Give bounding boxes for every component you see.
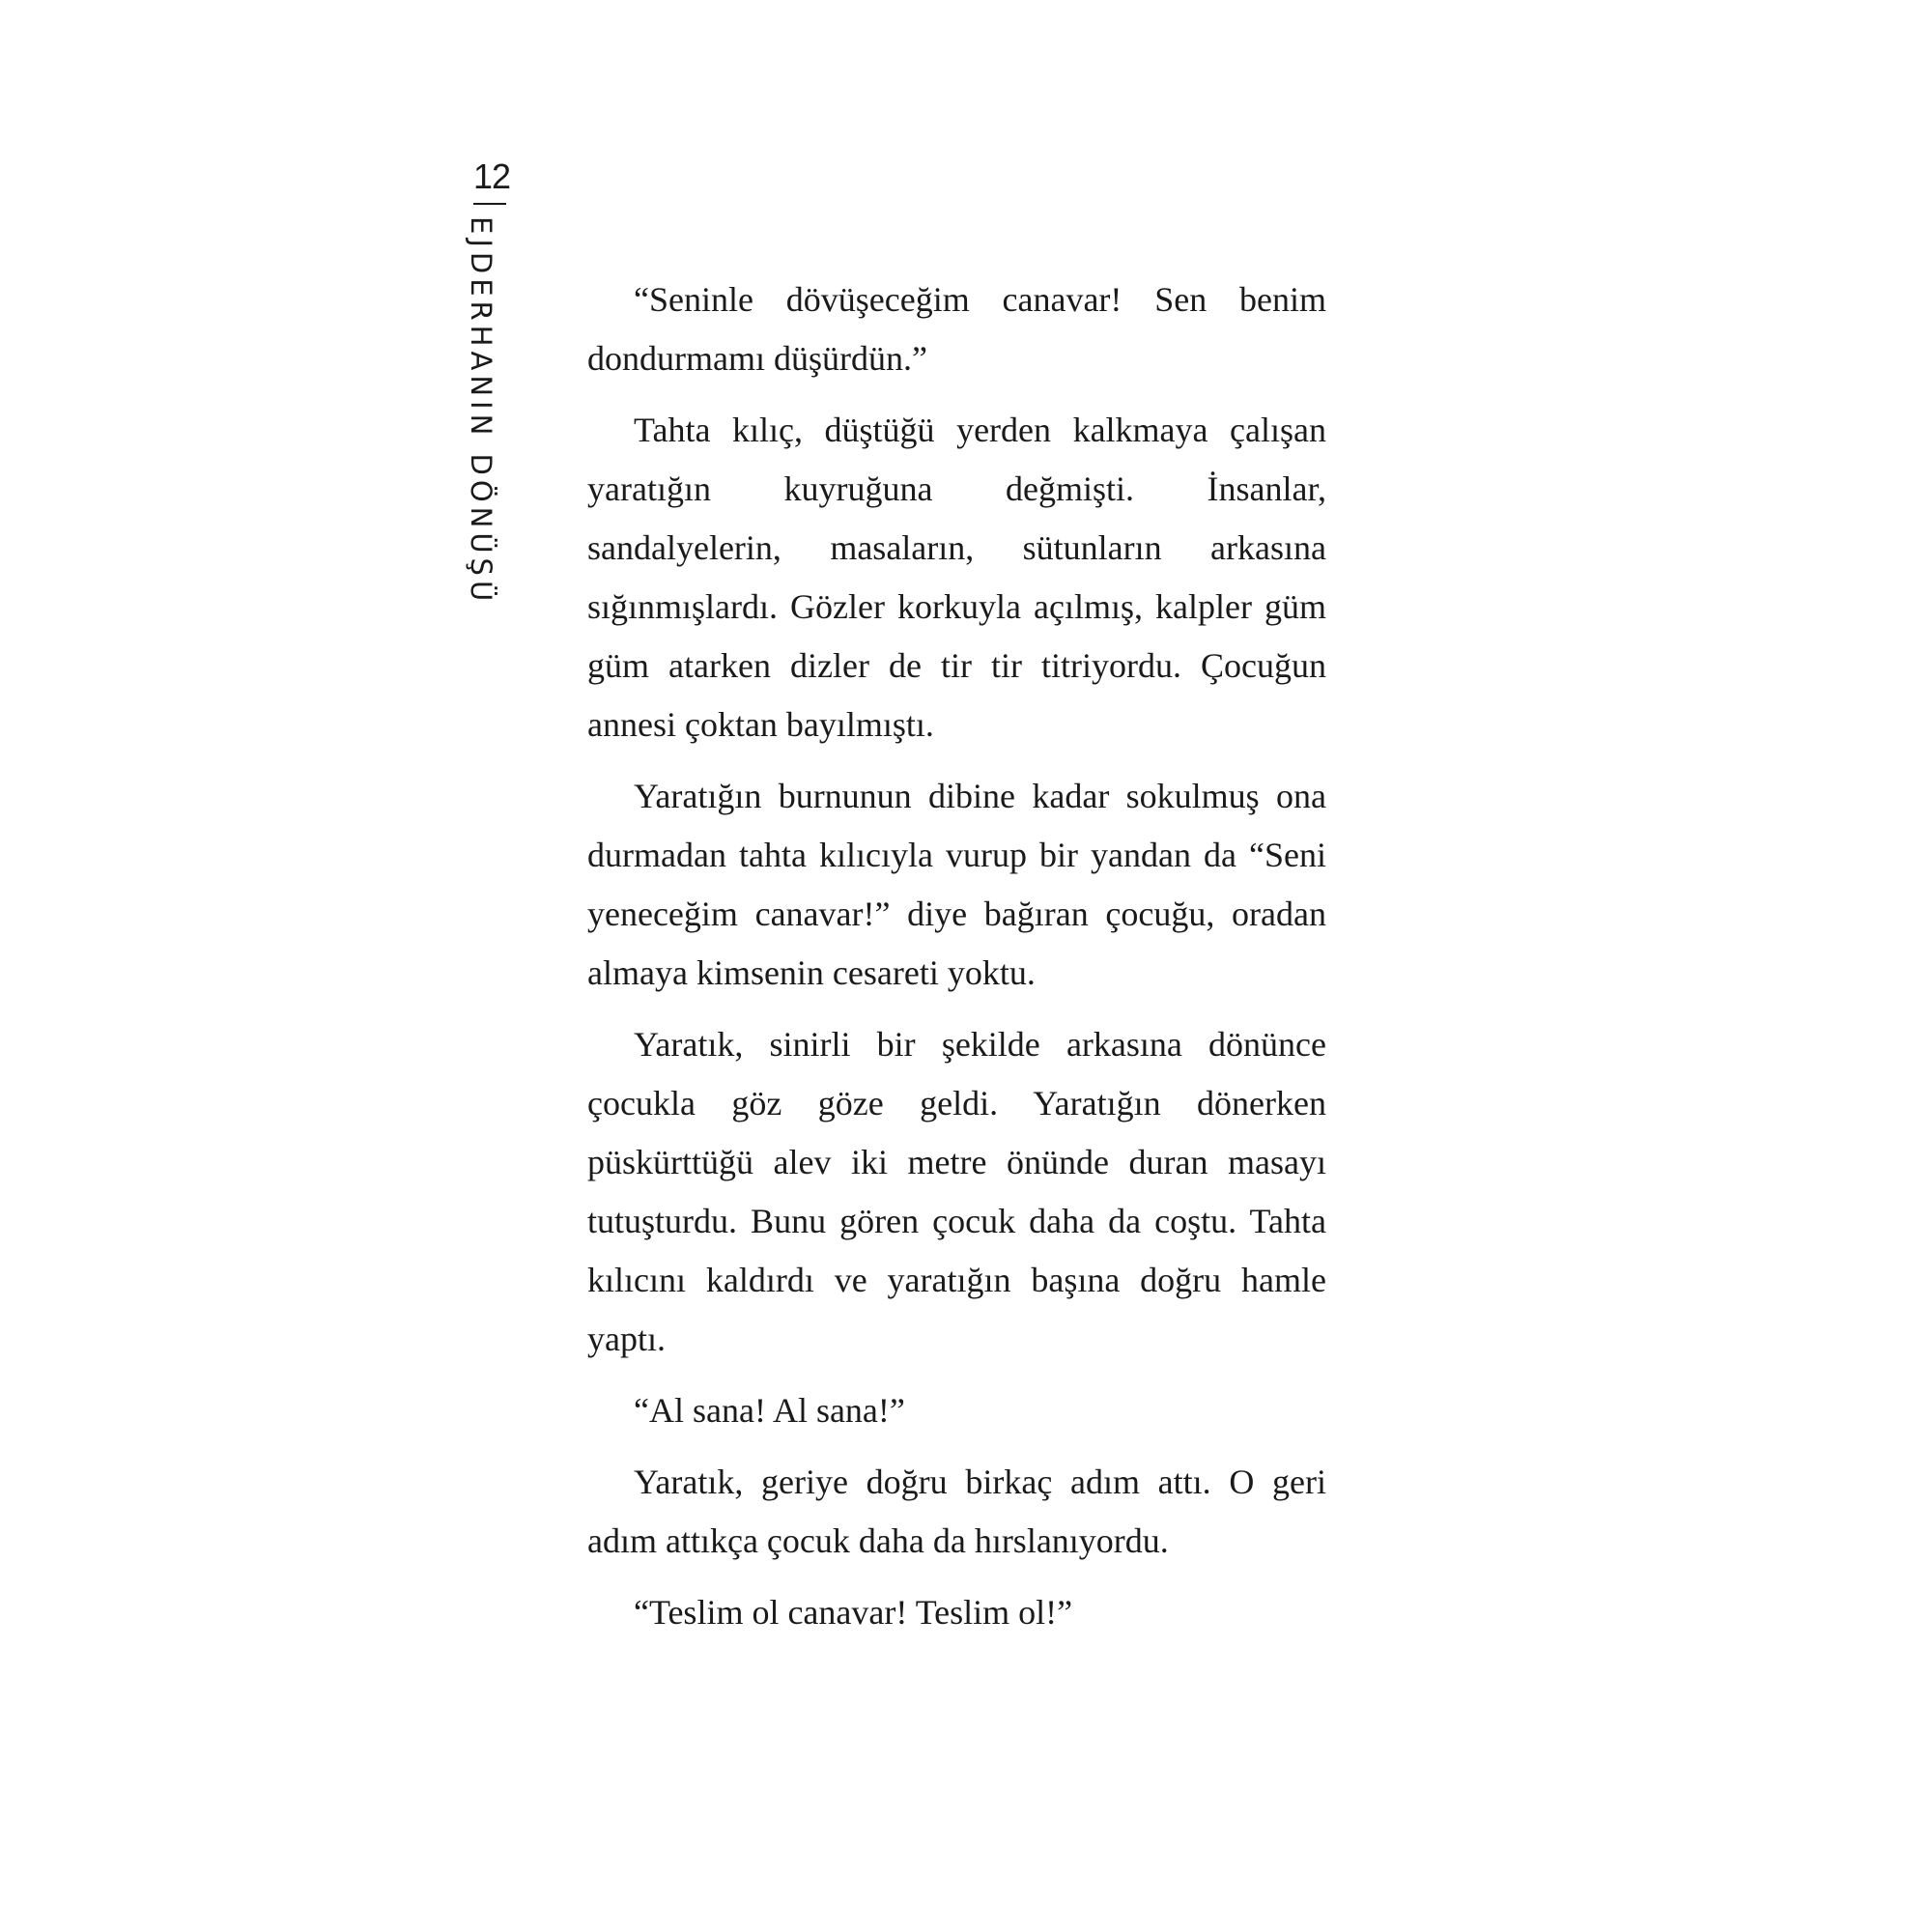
running-title: EJDERHANIN DÖNÜŞÜ bbox=[465, 216, 497, 607]
paragraph: Yaratık, geriye doğru birkaç adım attı. O geri adım attıkça çocuk daha da hırslanıyordu. bbox=[587, 1463, 1326, 1560]
paragraph: “Al sana! Al sana!” bbox=[634, 1391, 905, 1430]
paragraph: Tahta kılıç, düştüğü yerden kalkmaya çalışan yaratığın kuyruğuna değmişti. İnsanlar, sandalyelerin, masaların, sütunların arkasına sığınmışlardı. Gözler korkuyla açılmış, kalpler güm güm atarken dizler de tir tir titriyordu. Çocuğun annesi çoktan bayılmıştı. bbox=[587, 411, 1326, 744]
page-number: 12 bbox=[473, 156, 511, 196]
body-text bbox=[587, 270, 1326, 1655]
paragraph: “Teslim ol canavar! Teslim ol!” bbox=[634, 1593, 1073, 1632]
paragraph: “Seninle dövüşeceğim canavar! Sen benim dondurmamı düşürdün.” bbox=[587, 280, 1326, 378]
paragraph: Yaratık, sinirli bir şekilde arkasına dönünce çocukla göz göze geldi. Yaratığın dönerken püskürttüğü alev iki metre önünde duran masayı tutuşturdu. Bunu gören çocuk daha da coştu. Tahta kılıcını kaldırdı ve yaratığın başına doğru hamle yaptı. bbox=[587, 1025, 1326, 1358]
paragraph: Yaratığın burnunun dibine kadar sokulmuş ona durmadan tahta kılıcıyla vurup bir yandan da “Seni yeneceğim canavar!” diye bağıran çocuğu, oradan almaya kimsenin cesareti yoktu. bbox=[587, 777, 1326, 992]
header-divider bbox=[473, 203, 506, 205]
